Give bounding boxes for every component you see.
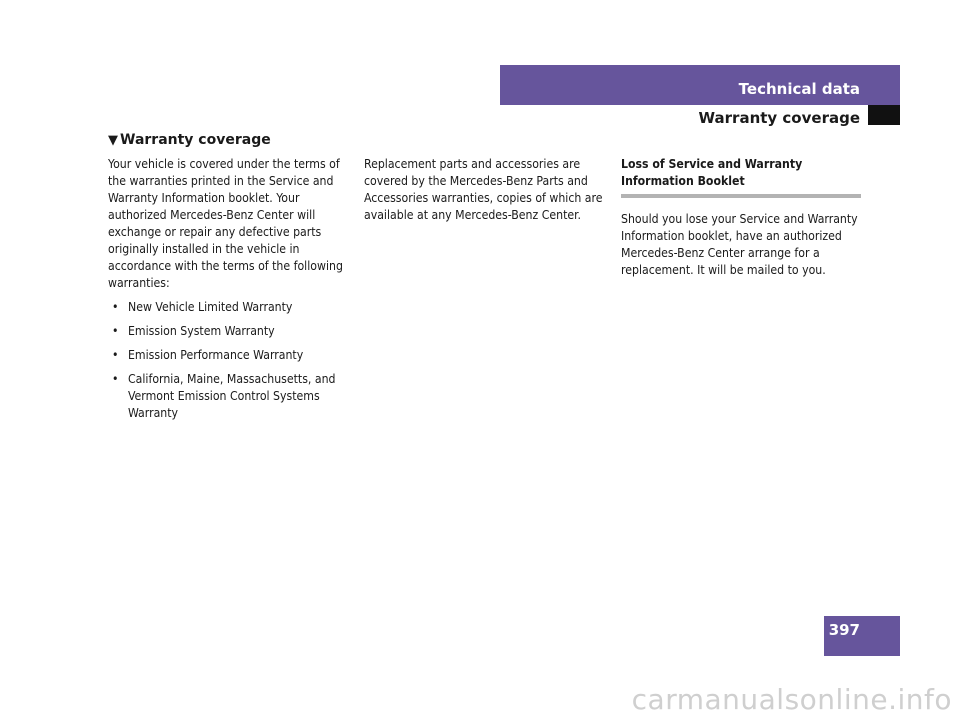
chapter-title: Technical data [738,80,860,98]
list-item [108,299,358,316]
list-item-text: Emission System Warranty [128,324,275,338]
intro-paragraph: Your vehicle is covered under the terms of the warranties printed in the Service and Warranty Information booklet. Your authorized Mercedes-Benz Center will exchange or repair any defective parts originally installed in the vehicle in accordance with the terms of the following warranties: [108,157,343,290]
section-heading [108,132,271,148]
list-item [108,347,358,364]
section-tab-marker [868,105,900,125]
page-title: Warranty coverage [698,109,860,127]
list-item-text: Emission Performance Warranty [128,348,304,362]
column-middle [364,156,604,231]
list-item-text: New Vehicle Limited Warranty [128,300,293,314]
replacement-paragraph: Replacement parts and accessories are covered by the Mercedes-Benz Parts and Accessories warranties, copies of which are available at any Mercedes-Benz Center. [364,157,603,222]
list-item-text: California, Maine, Massachusetts, and Vermont Emission Control Systems Warranty [128,372,336,420]
section-heading-text: Warranty coverage [120,132,271,148]
loss-heading: Loss of Service and Warranty Information Booklet [621,156,861,198]
page-number: 397 [828,621,860,639]
warranty-list [108,299,358,422]
bullet-icon: • [112,300,119,314]
bullet-icon: • [112,348,119,362]
column-right [621,156,861,286]
loss-paragraph: Should you lose your Service and Warranty Information booklet, have an authorized Mercedes-Benz Center arrange for a replacement. It will be mailed to you. [621,212,858,277]
column-left [108,156,358,429]
triangle-down-icon: ▼ [108,133,118,148]
list-item [108,323,358,340]
bullet-icon: • [112,372,119,386]
watermark: carmanualsonline.info [631,683,952,716]
bullet-icon: • [112,324,119,338]
list-item [108,371,358,422]
